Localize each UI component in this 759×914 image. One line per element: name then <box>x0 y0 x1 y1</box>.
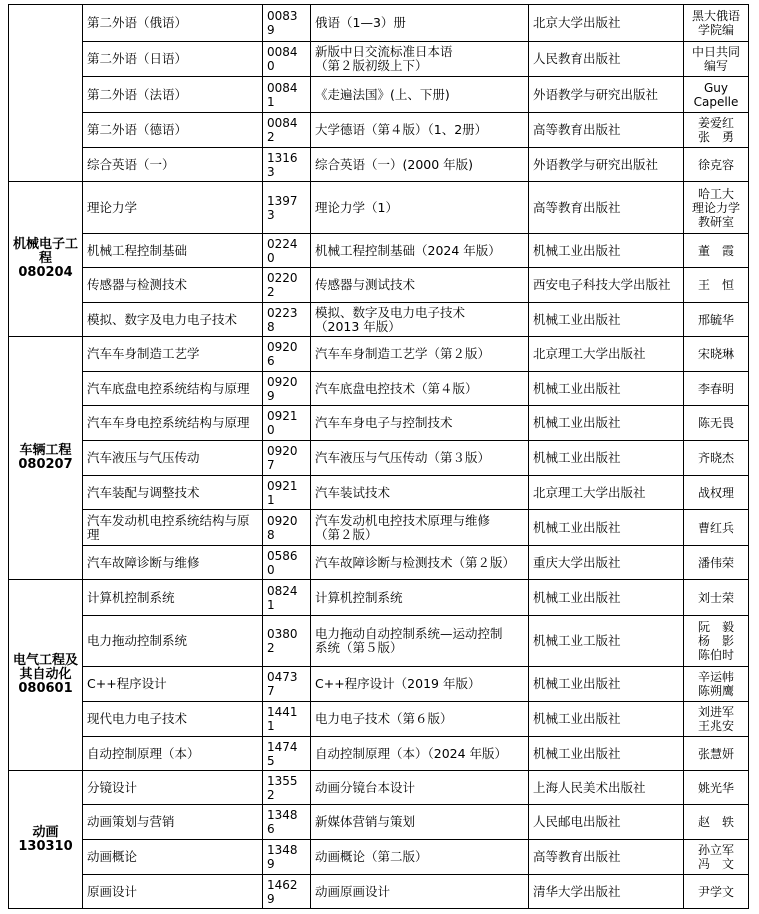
textbook-title <box>311 840 529 875</box>
textbook-title <box>311 667 529 702</box>
course-table <box>8 4 749 909</box>
major-name: 电气工程及其自动化 <box>13 653 79 682</box>
author <box>684 372 749 406</box>
publisher: 机械工业出版社 <box>529 667 684 702</box>
table-row <box>9 875 749 909</box>
course-name: C++程序设计 <box>83 667 263 702</box>
textbook-title <box>311 406 529 441</box>
course-name: 计算机控制系统 <box>83 580 263 616</box>
table-row <box>9 303 749 337</box>
author <box>684 77 749 113</box>
course-code <box>263 702 311 737</box>
publisher: 人民教育出版社 <box>529 42 684 77</box>
author <box>684 42 749 77</box>
author-line: 辛运帏 <box>697 670 734 684</box>
publisher: 上海人民美术出版社 <box>529 771 684 805</box>
course-code <box>263 182 311 234</box>
textbook-title <box>311 182 529 234</box>
textbook-title-line: 电力电子技术（第６版） <box>315 711 453 726</box>
course-table-body <box>9 5 749 909</box>
course-code <box>263 580 311 616</box>
course-name: 动画概论 <box>83 840 263 875</box>
textbook-title-line: 大学德语（第４版）（1、2册） <box>315 122 488 137</box>
author <box>684 113 749 148</box>
author <box>684 5 749 42</box>
author <box>684 616 749 667</box>
textbook-title-line: 汽车发动机电控技术原理与维修 <box>315 512 491 528</box>
table-row <box>9 268 749 303</box>
course-code-line: 0920 <box>267 374 298 389</box>
textbook-title <box>311 771 529 805</box>
author-line: 阮 毅 <box>697 620 734 634</box>
course-code-line: 1 <box>267 94 275 109</box>
course-code-line: 0380 <box>267 627 298 641</box>
course-code-line: 0224 <box>267 236 298 251</box>
publisher: 外语教学与研究出版社 <box>529 77 684 113</box>
textbook-title <box>311 875 529 909</box>
author-line: 姜爱红 <box>697 116 734 130</box>
publisher: 北京大学出版社 <box>529 5 684 42</box>
author-line: 学院编 <box>697 23 734 37</box>
course-code <box>263 771 311 805</box>
author-line: 邢毓华 <box>697 312 734 327</box>
course-code <box>263 303 311 337</box>
author-line: Capelle <box>693 94 739 109</box>
author-line: 王 恒 <box>697 278 734 292</box>
table-row <box>9 337 749 372</box>
course-code-line: 0920 <box>267 340 298 354</box>
textbook-title <box>311 337 529 372</box>
textbook-title-line: 汽车液压与气压传动（第３版） <box>315 450 491 465</box>
publisher: 机械工业出版社 <box>529 580 684 616</box>
course-code-line: 7 <box>267 684 275 698</box>
course-code-line: 1474 <box>267 739 298 754</box>
course-code <box>263 667 311 702</box>
course-code-line: 0 <box>267 562 275 577</box>
course-name: 汽车车身制造工艺学 <box>83 337 263 372</box>
author <box>684 580 749 616</box>
author-line: 曹红兵 <box>697 520 734 535</box>
author-line: 编写 <box>703 59 728 73</box>
author <box>684 771 749 805</box>
course-name: 第二外语（日语） <box>83 42 263 77</box>
course-code <box>263 113 311 148</box>
course-code-line: 0920 <box>267 513 298 528</box>
course-code-line: 3 <box>267 164 275 179</box>
textbook-title-line: C++程序设计（2019 年版） <box>315 676 481 691</box>
course-name: 理论力学 <box>83 182 263 234</box>
author-line: 徐克容 <box>697 157 734 172</box>
table-row <box>9 5 749 42</box>
author <box>684 805 749 840</box>
author <box>684 182 749 234</box>
course-name: 模拟、数字及电力电子技术 <box>83 303 263 337</box>
table-row <box>9 113 749 148</box>
course-code-line: 7 <box>267 458 275 472</box>
course-code-line: 1348 <box>267 808 298 822</box>
course-code <box>263 805 311 840</box>
table-row <box>9 667 749 702</box>
textbook-title-line: 动画原画设计 <box>315 883 391 899</box>
textbook-title <box>311 580 529 616</box>
course-name: 综合英语（一） <box>83 148 263 182</box>
course-code <box>263 337 311 372</box>
course-name: 汽车底盘电控系统结构与原理 <box>83 372 263 406</box>
publisher: 外语教学与研究出版社 <box>529 148 684 182</box>
textbook-title <box>311 42 529 77</box>
author-line: 陈朔鹰 <box>697 684 734 698</box>
major-cell <box>9 5 83 182</box>
course-code-line: 0921 <box>267 478 298 493</box>
textbook-title-line: （2013 年版） <box>315 318 401 334</box>
publisher: 西安电子科技大学出版社 <box>529 268 684 303</box>
publisher: 高等教育出版社 <box>529 182 684 234</box>
course-name: 电力拖动控制系统 <box>83 616 263 667</box>
major-name: 机械电子工程 <box>13 237 79 266</box>
table-row <box>9 441 749 476</box>
course-name: 第二外语（俄语） <box>83 5 263 42</box>
textbook-title <box>311 441 529 476</box>
publisher: 北京理工大学出版社 <box>529 337 684 372</box>
author <box>684 702 749 737</box>
author-line: 战权理 <box>697 485 734 500</box>
table-row <box>9 182 749 234</box>
textbook-title-line: 理论力学（1） <box>315 199 398 215</box>
author <box>684 737 749 771</box>
course-code <box>263 441 311 476</box>
course-name: 汽车装配与调整技术 <box>83 476 263 510</box>
major-code: 080204 <box>18 265 73 280</box>
author <box>684 546 749 580</box>
course-code-line: 1355 <box>267 773 298 788</box>
course-code-line: 1316 <box>267 150 298 165</box>
course-name: 现代电力电子技术 <box>83 702 263 737</box>
textbook-title <box>311 546 529 580</box>
course-code-line: 0 <box>267 59 275 73</box>
course-code-line: 0824 <box>267 583 298 598</box>
course-code-line: 0084 <box>267 116 298 130</box>
textbook-title-line: 传感器与测试技术 <box>315 277 416 292</box>
table-row <box>9 737 749 771</box>
author <box>684 406 749 441</box>
course-code-line: 9 <box>267 23 275 37</box>
textbook-title-line: 《走遍法国》(上、下册) <box>315 86 450 102</box>
course-code-line: 9 <box>267 857 275 871</box>
author <box>684 840 749 875</box>
author <box>684 148 749 182</box>
author <box>684 667 749 702</box>
textbook-title-line: 系统（第５版） <box>315 640 403 655</box>
publisher: 机械工业出版社 <box>529 702 684 737</box>
textbook-title <box>311 77 529 113</box>
author <box>684 875 749 909</box>
publisher: 重庆大学出版社 <box>529 546 684 580</box>
table-row <box>9 580 749 616</box>
course-code-line: 6 <box>267 354 275 368</box>
major-cell <box>9 337 83 580</box>
course-name: 汽车发动机电控系统结构与原理 <box>83 510 263 546</box>
course-name: 汽车液压与气压传动 <box>83 441 263 476</box>
publisher: 机械工业出版社 <box>529 372 684 406</box>
publisher: 机械工业出版社 <box>529 303 684 337</box>
textbook-title-line: 俄语（1—3）册 <box>315 15 406 30</box>
textbook-title-line: 动画分镜台本设计 <box>315 779 416 795</box>
course-code-line: 0084 <box>267 45 298 59</box>
textbook-title <box>311 702 529 737</box>
course-code <box>263 737 311 771</box>
textbook-title-line: （第２版） <box>315 526 378 542</box>
table-row <box>9 840 749 875</box>
author-line: 姚光华 <box>697 780 734 795</box>
course-code-line: 6 <box>267 822 275 836</box>
major-cell <box>9 580 83 771</box>
course-code-line: 2 <box>267 787 275 802</box>
author-line: 哈工大 <box>697 186 734 201</box>
course-code-line: 9 <box>267 388 275 403</box>
author-line: 黑大俄语 <box>691 9 740 23</box>
textbook-title <box>311 303 529 337</box>
course-code <box>263 5 311 42</box>
course-code-line: 0921 <box>267 409 298 423</box>
author-line: 王兆安 <box>697 719 734 733</box>
textbook-title-line: 机械工程控制基础（2024 年版） <box>315 242 501 258</box>
course-name: 机械工程控制基础 <box>83 234 263 268</box>
author-line: 赵 轶 <box>697 815 734 829</box>
textbook-title <box>311 476 529 510</box>
course-name: 第二外语（法语） <box>83 77 263 113</box>
course-code <box>263 148 311 182</box>
author <box>684 337 749 372</box>
publisher: 北京理工大学出版社 <box>529 476 684 510</box>
table-row <box>9 372 749 406</box>
textbook-title <box>311 805 529 840</box>
course-code <box>263 42 311 77</box>
course-code <box>263 234 311 268</box>
textbook-title <box>311 148 529 182</box>
course-code-line: 0 <box>267 423 275 437</box>
table-row <box>9 805 749 840</box>
textbook-title-line: 动画概论（第二版） <box>315 849 428 864</box>
author <box>684 510 749 546</box>
author-line: 中日共同 <box>691 45 740 59</box>
course-code-line: 1 <box>267 597 275 612</box>
table-row <box>9 148 749 182</box>
course-code-line: 2 <box>267 641 275 655</box>
textbook-title-line: 新版中日交流标准日本语 <box>315 44 453 59</box>
author-line: 尹学文 <box>697 884 734 899</box>
course-code-line: 0920 <box>267 444 298 458</box>
major-cell <box>9 182 83 337</box>
course-code-line: 1 <box>267 492 275 507</box>
table-row <box>9 702 749 737</box>
major-name: 动画 <box>32 824 59 840</box>
textbook-title-line: 汽车车身电子与控制技术 <box>315 415 453 430</box>
textbook-title <box>311 5 529 42</box>
author-line: 陈无畏 <box>697 416 734 430</box>
course-name: 汽车车身电控系统结构与原理 <box>83 406 263 441</box>
textbook-title <box>311 372 529 406</box>
course-code-line: 0586 <box>267 548 298 563</box>
course-code <box>263 875 311 909</box>
textbook-title <box>311 737 529 771</box>
author-line: 陈伯时 <box>697 648 734 662</box>
table-row <box>9 546 749 580</box>
author-line: 齐晓杰 <box>697 451 734 465</box>
course-code-line: 0083 <box>267 9 298 23</box>
textbook-title-line: 计算机控制系统 <box>315 589 403 605</box>
author-line: 理论力学 <box>691 200 740 215</box>
author-line: 张 勇 <box>697 130 734 144</box>
course-code <box>263 77 311 113</box>
major-cell <box>9 771 83 909</box>
table-row <box>9 77 749 113</box>
course-code-line: 3 <box>267 207 275 222</box>
textbook-title-line: 自动控制原理（本）（2024 年版） <box>315 745 508 761</box>
publisher: 机械工业工版社 <box>529 616 684 667</box>
publisher: 机械工业出版社 <box>529 737 684 771</box>
textbook-title-line: （第２版初级上下） <box>315 58 428 73</box>
author <box>684 268 749 303</box>
table-row <box>9 616 749 667</box>
author <box>684 303 749 337</box>
textbook-title-line: 新媒体营销与策划 <box>315 814 416 829</box>
author-line: 教研室 <box>697 214 734 229</box>
course-code <box>263 840 311 875</box>
textbook-title <box>311 268 529 303</box>
course-code-line: 8 <box>267 527 275 542</box>
textbook-title-line: 汽车故障诊断与检测技术（第２版） <box>315 554 516 570</box>
author <box>684 234 749 268</box>
author-line: 潘伟荣 <box>697 555 734 570</box>
course-code-line: 0220 <box>267 271 298 285</box>
textbook-title <box>311 616 529 667</box>
textbook-title <box>311 234 529 268</box>
course-code-line: 0084 <box>267 80 298 95</box>
major-code: 130310 <box>18 838 73 854</box>
course-code <box>263 510 311 546</box>
course-name: 第二外语（德语） <box>83 113 263 148</box>
table-row <box>9 42 749 77</box>
course-code-line: 1397 <box>267 193 298 208</box>
author-line: 宋晓琳 <box>697 347 734 361</box>
author-line: 孙立军 <box>697 843 734 857</box>
course-code-line: 1462 <box>267 877 298 892</box>
course-code-line: 1348 <box>267 843 298 857</box>
course-code <box>263 372 311 406</box>
course-code <box>263 406 311 441</box>
course-code-line: 5 <box>267 753 275 768</box>
author-line: 张慧妍 <box>697 746 734 761</box>
textbook-title-line: 汽车底盘电控技术（第４版） <box>315 380 478 396</box>
author-line: 刘士荣 <box>697 590 734 605</box>
course-code <box>263 546 311 580</box>
author <box>684 476 749 510</box>
publisher: 机械工业出版社 <box>529 234 684 268</box>
course-code-line: 0473 <box>267 670 298 684</box>
table-row <box>9 406 749 441</box>
course-code-line: 8 <box>267 319 275 334</box>
author-line: 董 霞 <box>697 243 734 258</box>
author-line: 刘进军 <box>697 705 734 719</box>
course-name: 传感器与检测技术 <box>83 268 263 303</box>
textbook-title-line: 综合英语（一）(2000 年版) <box>315 156 474 172</box>
textbook-title <box>311 113 529 148</box>
course-code <box>263 476 311 510</box>
course-name: 自动控制原理（本） <box>83 737 263 771</box>
publisher: 高等教育出版社 <box>529 840 684 875</box>
table-row <box>9 476 749 510</box>
table-row <box>9 234 749 268</box>
author-line: 李春明 <box>697 381 734 396</box>
course-code-line: 1 <box>267 719 275 733</box>
course-code-line: 0 <box>267 250 275 265</box>
publisher: 高等教育出版社 <box>529 113 684 148</box>
author <box>684 441 749 476</box>
course-code-line: 1441 <box>267 705 298 719</box>
publisher: 机械工业出版社 <box>529 441 684 476</box>
textbook-title-line: 汽车装试技术 <box>315 484 391 500</box>
textbook-title <box>311 510 529 546</box>
table-row <box>9 510 749 546</box>
course-name: 汽车故障诊断与维修 <box>83 546 263 580</box>
textbook-title-line: 模拟、数字及电力电子技术 <box>315 304 466 320</box>
course-code-line: 2 <box>267 130 275 144</box>
table-row <box>9 771 749 805</box>
course-code <box>263 616 311 667</box>
course-code-line: 2 <box>267 285 275 299</box>
course-code <box>263 268 311 303</box>
major-name: 车辆工程 <box>19 443 72 458</box>
course-name: 原画设计 <box>83 875 263 909</box>
textbook-title-line: 汽车车身制造工艺学（第２版） <box>315 346 491 361</box>
publisher: 机械工业出版社 <box>529 406 684 441</box>
course-name: 动画策划与营销 <box>83 805 263 840</box>
author-line: Guy <box>703 80 728 95</box>
course-name: 分镜设计 <box>83 771 263 805</box>
major-code: 080207 <box>18 457 73 472</box>
course-code-line: 0223 <box>267 305 298 320</box>
publisher: 清华大学出版社 <box>529 875 684 909</box>
publisher: 人民邮电出版社 <box>529 805 684 840</box>
author-line: 冯 文 <box>697 857 734 871</box>
course-code-line: 9 <box>267 891 275 906</box>
major-code: 080601 <box>18 681 73 696</box>
publisher: 机械工业出版社 <box>529 510 684 546</box>
author-line: 杨 影 <box>697 634 734 648</box>
textbook-title-line: 电力拖动自动控制系统—运动控制 <box>315 626 503 641</box>
